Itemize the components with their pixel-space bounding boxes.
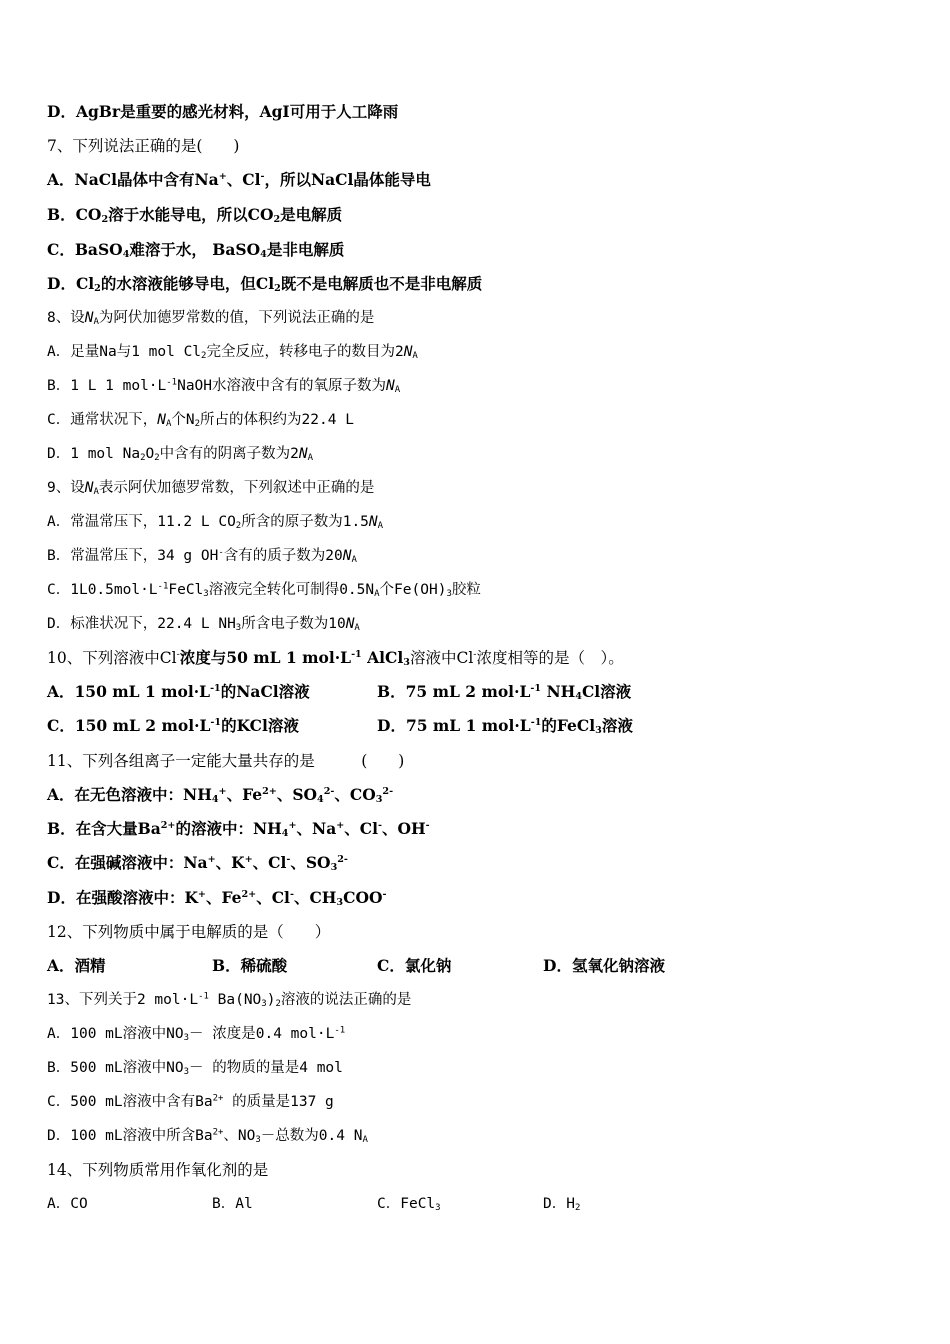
q7-option-d — [47, 274, 482, 294]
sub: 3 — [235, 622, 242, 633]
q10-option-d — [377, 716, 633, 736]
text: － — [260, 1128, 276, 1144]
text: 所含电子数为10 — [241, 616, 346, 632]
sub: A — [394, 384, 401, 395]
q9-option-d — [47, 614, 360, 634]
text: O — [145, 446, 155, 462]
sub: 4 — [122, 248, 130, 260]
text: B．CO — [47, 205, 102, 224]
text: Cl溶液 — [581, 682, 632, 701]
sub: 3 — [446, 588, 452, 599]
sub: 2 — [574, 1202, 581, 1213]
text: A．NaCl晶体中含有Na — [47, 170, 219, 189]
text: A．100 mL溶液中NO — [47, 1026, 184, 1042]
sup: + — [207, 854, 216, 866]
text: 溶液完全转化可制得0.5N — [208, 582, 375, 598]
sub: 3 — [336, 896, 344, 908]
sub: A — [362, 1134, 368, 1145]
q14-option-d — [543, 1194, 580, 1214]
sub: 3 — [403, 656, 410, 668]
text: 、Cl — [252, 853, 287, 872]
text: B．500 mL溶液中NO — [47, 1060, 184, 1076]
q12-option-b: B．稀硫酸 — [212, 956, 288, 975]
sub: 3 — [330, 861, 338, 873]
text: 含有的质子数为20 — [223, 548, 343, 564]
text: N — [403, 344, 413, 360]
sub: 2 — [140, 452, 146, 463]
q14-stem — [47, 1160, 268, 1180]
text: N — [345, 616, 355, 632]
sup: -1 — [351, 649, 362, 661]
q10-options-row-2 — [47, 716, 747, 738]
text: 胶粒 — [451, 582, 481, 598]
sub: 3 — [183, 1032, 189, 1043]
q10-stem — [47, 648, 624, 668]
text: N — [298, 446, 308, 462]
sub: A — [374, 588, 380, 599]
text: C．通常状况下， — [47, 412, 158, 428]
text: 既不是电解质也不是非电解质 — [280, 274, 483, 293]
q7-stem-text: 7、下列说法正确的是( ) — [47, 137, 240, 155]
sup: - — [218, 547, 224, 558]
sup: -1 — [334, 1025, 346, 1036]
text: 、CH — [293, 888, 337, 907]
text: C．500 mL溶液中含有Ba — [47, 1094, 213, 1110]
text: B．常温常压下，34 g OH — [47, 548, 219, 564]
text: 所含的原子数为1.5 — [241, 514, 369, 530]
sub: A — [354, 622, 360, 633]
text: B．75 mL 2 mol·L — [377, 682, 531, 701]
text: 所占的体积约为22.4 L — [200, 412, 354, 428]
q11-option-d — [47, 888, 386, 908]
text: 完全反应，转移电子的数目为2 — [206, 344, 404, 360]
text: 总数为0.4 N — [275, 1128, 363, 1144]
text: 的水溶液能够导电，但Cl — [100, 274, 275, 293]
sub: 3 — [203, 588, 209, 599]
sup: 2- — [323, 786, 335, 798]
text: 10、下列溶液中Cl — [47, 649, 177, 667]
sup: + — [197, 889, 206, 901]
q14-option-b: B．Al — [212, 1196, 253, 1212]
text: 的NaCl溶液 — [220, 682, 310, 701]
q7-option-b — [47, 205, 342, 225]
text: 、NO — [223, 1128, 256, 1144]
q13-stem — [47, 990, 411, 1010]
sup: -1 — [157, 581, 169, 592]
text: COO — [343, 888, 383, 907]
sub: A — [307, 452, 314, 463]
text: 个Fe(OH) — [379, 582, 447, 598]
text: D．Cl — [47, 274, 95, 293]
q7-stem — [47, 136, 239, 156]
sub: A — [93, 316, 99, 327]
text: 浓度与50 mL 1 mol·L — [179, 648, 352, 667]
q10-option-c — [47, 716, 299, 736]
q9-option-b — [47, 546, 357, 566]
q12-options — [47, 956, 767, 978]
sup: -1 — [530, 683, 542, 695]
text: D．1 mol Na — [47, 446, 141, 462]
text: 为阿伏加德罗常数的值，下列说法正确的是 — [98, 310, 375, 326]
sub: 3 — [595, 724, 602, 736]
sub: 3 — [435, 1202, 441, 1213]
text: 8、设 — [47, 310, 85, 326]
text: ，所以NaCl晶体能导电 — [264, 170, 431, 189]
q10-option-a — [47, 682, 310, 702]
q12-option-d: D．氢氧化钠溶液 — [543, 956, 665, 975]
q14-options — [47, 1194, 767, 1216]
text: 个N — [171, 412, 195, 428]
q13-option-b — [47, 1058, 343, 1078]
sub: 2 — [101, 213, 109, 225]
sup: 2+ — [212, 1127, 224, 1138]
q8-stem — [47, 308, 374, 328]
text: 的物质的量是4 mol — [203, 1060, 343, 1076]
q14-stem-text: 14、下列物质常用作氧化剂的是 — [47, 1161, 269, 1179]
sub: 3 — [255, 1134, 261, 1145]
text: 难溶于水， BaSO — [129, 240, 261, 259]
sup: + — [218, 171, 227, 183]
text: 9、设 — [47, 480, 85, 496]
text: 13、下列关于2 mol·L — [47, 992, 199, 1008]
sup: - — [289, 889, 294, 901]
text: 溶液的说法正确的是 — [280, 992, 412, 1008]
text: 、Cl — [344, 819, 379, 838]
text: 的FeCl — [541, 716, 596, 735]
q10-options-row-1 — [47, 682, 747, 704]
text: 浓度相等的是（ ）。 — [476, 649, 624, 667]
sup: -1 — [530, 717, 542, 729]
sup: - — [473, 649, 477, 661]
text: C．FeCl — [377, 1196, 436, 1212]
q7-option-a — [47, 170, 431, 190]
text: 浓度是0.4 mol·L — [203, 1026, 335, 1042]
q11-stem-text: 11、下列各组离子一定能大量共存的是 ( ) — [47, 752, 405, 770]
text: 、SO — [290, 853, 331, 872]
sup: 2+ — [241, 889, 257, 901]
text: N — [368, 514, 378, 530]
sup: - — [286, 854, 291, 866]
text: 、Fe — [205, 888, 242, 907]
sub: 2 — [235, 520, 242, 531]
sub: A — [412, 350, 418, 361]
sub: 4 — [575, 690, 582, 702]
text: D．75 mL 1 mol·L — [377, 716, 531, 735]
text: 是电解质 — [280, 205, 343, 224]
text: D．H — [543, 1196, 575, 1212]
q12-stem-text: 12、下列物质中属于电解质的是（ ） — [47, 923, 331, 941]
sup: 2+ — [212, 1093, 224, 1104]
text: C．BaSO — [47, 240, 123, 259]
text: 、Na — [296, 819, 337, 838]
q6-option-d-text: D．AgBr是重要的感光材料，AgI可用于人工降雨 — [47, 102, 399, 121]
q7-option-c — [47, 240, 344, 260]
text: A．在无色溶液中：NH — [47, 785, 212, 804]
sup: + — [218, 786, 227, 798]
q8-option-b — [47, 376, 400, 396]
sub: 4 — [281, 827, 289, 839]
text: D．标准状况下，22.4 L NH — [47, 616, 236, 632]
sup: -1 — [210, 717, 222, 729]
sub: 3 — [261, 998, 267, 1009]
q11-stem — [47, 751, 404, 771]
q8-option-c — [47, 410, 354, 430]
q9-option-c — [47, 580, 481, 600]
sub: A — [351, 554, 357, 565]
text: 表示阿伏加德罗常数，下列叙述中正确的是 — [98, 480, 375, 496]
text: 溶于水能导电，所以CO — [108, 205, 274, 224]
sup: - — [260, 171, 265, 183]
text: C．1L0.5mol·L — [47, 582, 158, 598]
text: 的KCl溶液 — [221, 716, 299, 735]
text: 、K — [215, 853, 245, 872]
text: B．1 L 1 mol·L — [47, 378, 167, 394]
q13-option-d — [47, 1126, 368, 1146]
sub: 2 — [273, 213, 281, 225]
q14-option-a: A．CO — [47, 1196, 88, 1212]
sub: 4 — [211, 793, 219, 805]
sup: - — [378, 820, 383, 832]
text: B．在含大量Ba — [47, 819, 161, 838]
sup: + — [288, 820, 297, 832]
text: N — [84, 480, 94, 496]
sub: 2 — [201, 350, 207, 361]
q14-option-c — [377, 1194, 441, 1214]
text: 溶液 — [601, 716, 633, 735]
sub: 2 — [154, 452, 160, 463]
q12-stem — [47, 922, 330, 942]
q11-option-b — [47, 819, 430, 839]
q13-option-c — [47, 1092, 334, 1112]
text: 的溶液中：NH — [175, 819, 282, 838]
text: － — [189, 1060, 204, 1076]
text: D．100 mL溶液中所含Ba — [47, 1128, 213, 1144]
q13-option-a — [47, 1024, 345, 1044]
q8-option-a — [47, 342, 418, 362]
text: C．150 mL 2 mol·L — [47, 716, 211, 735]
text: A．足量Na与1 mol Cl — [47, 344, 202, 360]
text: 的质量是137 g — [223, 1094, 334, 1110]
text: ) — [266, 992, 276, 1008]
text: 中含有的阴离子数为2 — [159, 446, 299, 462]
text: C．在强碱溶液中：Na — [47, 853, 208, 872]
text: N — [157, 412, 166, 428]
q11-option-a — [47, 785, 393, 805]
text: AlCl — [361, 648, 404, 667]
text: 、OH — [382, 819, 426, 838]
text: A．150 mL 1 mol·L — [47, 682, 211, 701]
sup: - — [382, 889, 387, 901]
sup: 2- — [382, 786, 394, 798]
q9-option-a — [47, 512, 383, 532]
text: 、CO — [334, 785, 376, 804]
sub: 2 — [194, 418, 201, 429]
text: － — [189, 1026, 204, 1042]
sup: 2- — [337, 854, 348, 866]
sup: - — [176, 649, 180, 661]
text: N — [386, 378, 395, 394]
sup: -1 — [166, 377, 178, 388]
q12-option-c: C．氯化钠 — [377, 956, 452, 975]
text: 、Fe — [226, 785, 263, 804]
sub: 2 — [94, 282, 101, 294]
sup: 2+ — [262, 786, 277, 798]
sup: + — [244, 854, 253, 866]
sub: 4 — [260, 248, 267, 260]
text: 是非电解质 — [266, 240, 345, 259]
text: 溶液中Cl — [409, 649, 474, 667]
text: D．在强酸溶液中：K — [47, 888, 198, 907]
text: FeCl — [168, 582, 204, 598]
sub: 2 — [275, 998, 281, 1009]
text: N — [84, 310, 94, 326]
sup: 2+ — [160, 820, 176, 832]
sub: A — [377, 520, 384, 531]
text: 、SO — [276, 785, 318, 804]
sup: + — [336, 820, 345, 832]
q12-option-a: A．酒精 — [47, 956, 106, 975]
text: Ba(NO — [208, 992, 262, 1008]
text: 、Cl — [256, 888, 290, 907]
sub: 3 — [375, 793, 383, 805]
text: 、Cl — [226, 170, 261, 189]
q10-option-b — [377, 682, 631, 702]
q9-stem — [47, 478, 374, 498]
sub: A — [93, 486, 99, 497]
q8-option-d — [47, 444, 313, 464]
text: NaOH水溶液中含有的氧原子数为 — [177, 378, 387, 394]
sub: 4 — [317, 793, 324, 805]
sub: 3 — [183, 1066, 189, 1077]
sub: A — [165, 418, 172, 429]
text: NH — [541, 682, 576, 701]
sup: -1 — [198, 991, 209, 1002]
text: N — [342, 548, 352, 564]
q6-option-d — [47, 102, 398, 122]
q11-option-c — [47, 853, 348, 873]
sup: - — [425, 820, 430, 832]
sup: -1 — [210, 683, 221, 695]
sub: 2 — [274, 282, 281, 294]
text: A．常温常压下，11.2 L CO — [47, 514, 236, 530]
